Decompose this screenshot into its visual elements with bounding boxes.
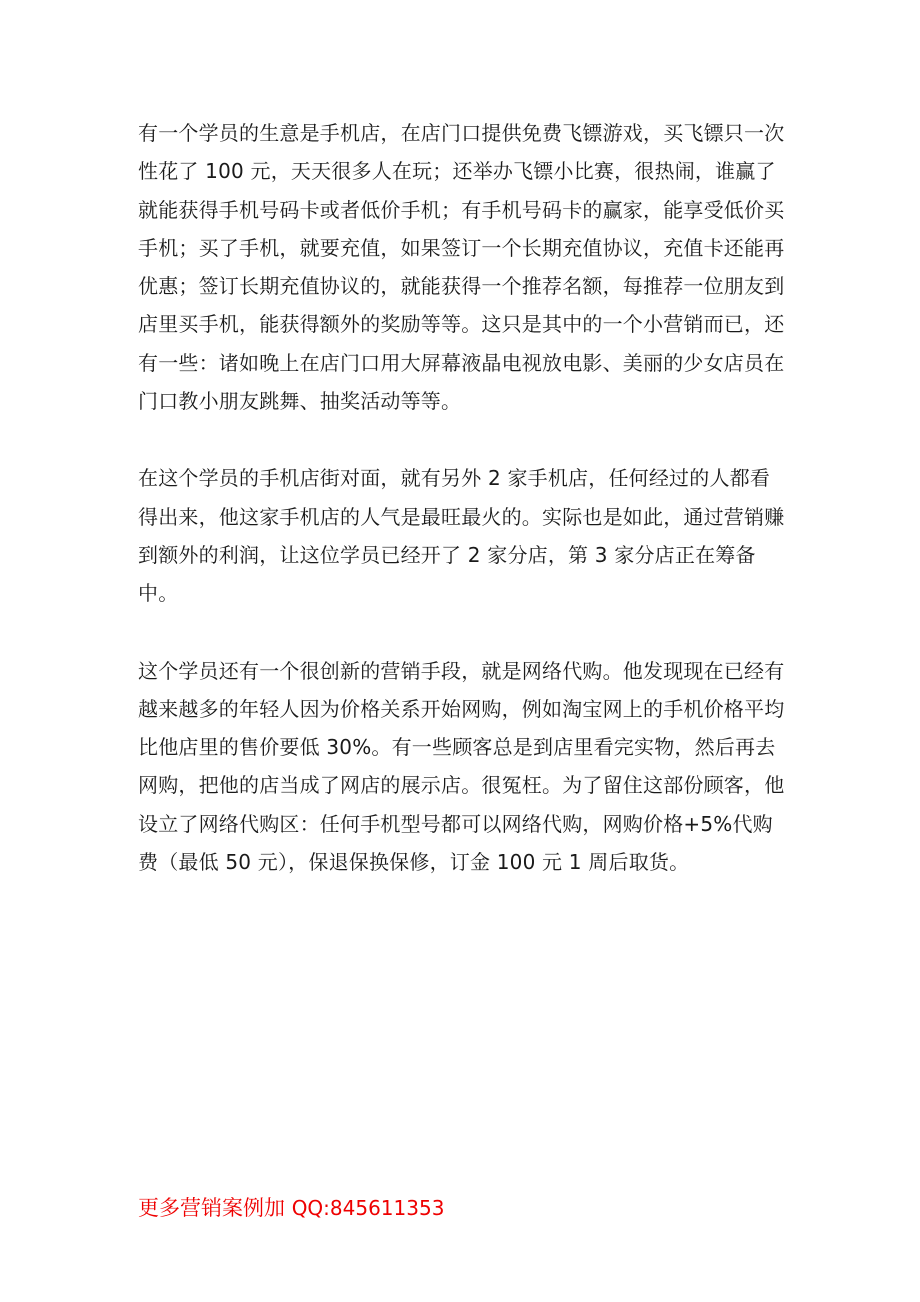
paragraph-2: 在这个学员的手机店街对面，就有另外 2 家手机店，任何经过的人都看得出来，他这家手机店的人气是最旺最火的。实际也是如此，通过营销赚到额外的利润，让这位学员已经开了 2 家分店，第 3 家分店正在筹备中。 (138, 466, 785, 606)
article-body (138, 114, 788, 881)
paragraph-3: 这个学员还有一个很创新的营销手段，就是网络代购。他发现现在已经有越来越多的年轻人因为价格关系开始网购，例如淘宝网上的手机价格平均比他店里的售价要低 30%。有一些顾客总是到店里看完实物，然后再去网购，把他的店当成了网店的展示店。很冤枉。为了留住这部份顾客，他设立了网络代购区：任何手机型号都可以网络代购，网购价格+5%代购费（最低 50 元），保退保换保修，订金 100 元 1 周后取货。 (138, 658, 785, 875)
footer-contact-line (138, 1192, 444, 1224)
footer-qq-number: QQ:845611353 (291, 1196, 445, 1220)
footer-text: 更多营销案例加 (138, 1196, 292, 1220)
paragraph-1: 有一个学员的生意是手机店，在店门口提供免费飞镖游戏，买飞镖只一次性花了 100 元，天天很多人在玩；还举办飞镖小比赛，很热闹，谁赢了就能获得手机号码卡或者低价手机；有手机号码卡的赢家，能享受低价买手机；买了手机，就要充值，如果签订一个长期充值协议，充值卡还能再优惠；签订长期充值协议的，就能获得一个推荐名额，每推荐一位朋友到店里买手机，能获得额外的奖励等等。这只是其中的一个小营销而已，还有一些：诸如晚上在店门口用大屏幕液晶电视放电影、美丽的少女店员在门口教小朋友跳舞、抽奖活动等等。 (138, 121, 785, 414)
